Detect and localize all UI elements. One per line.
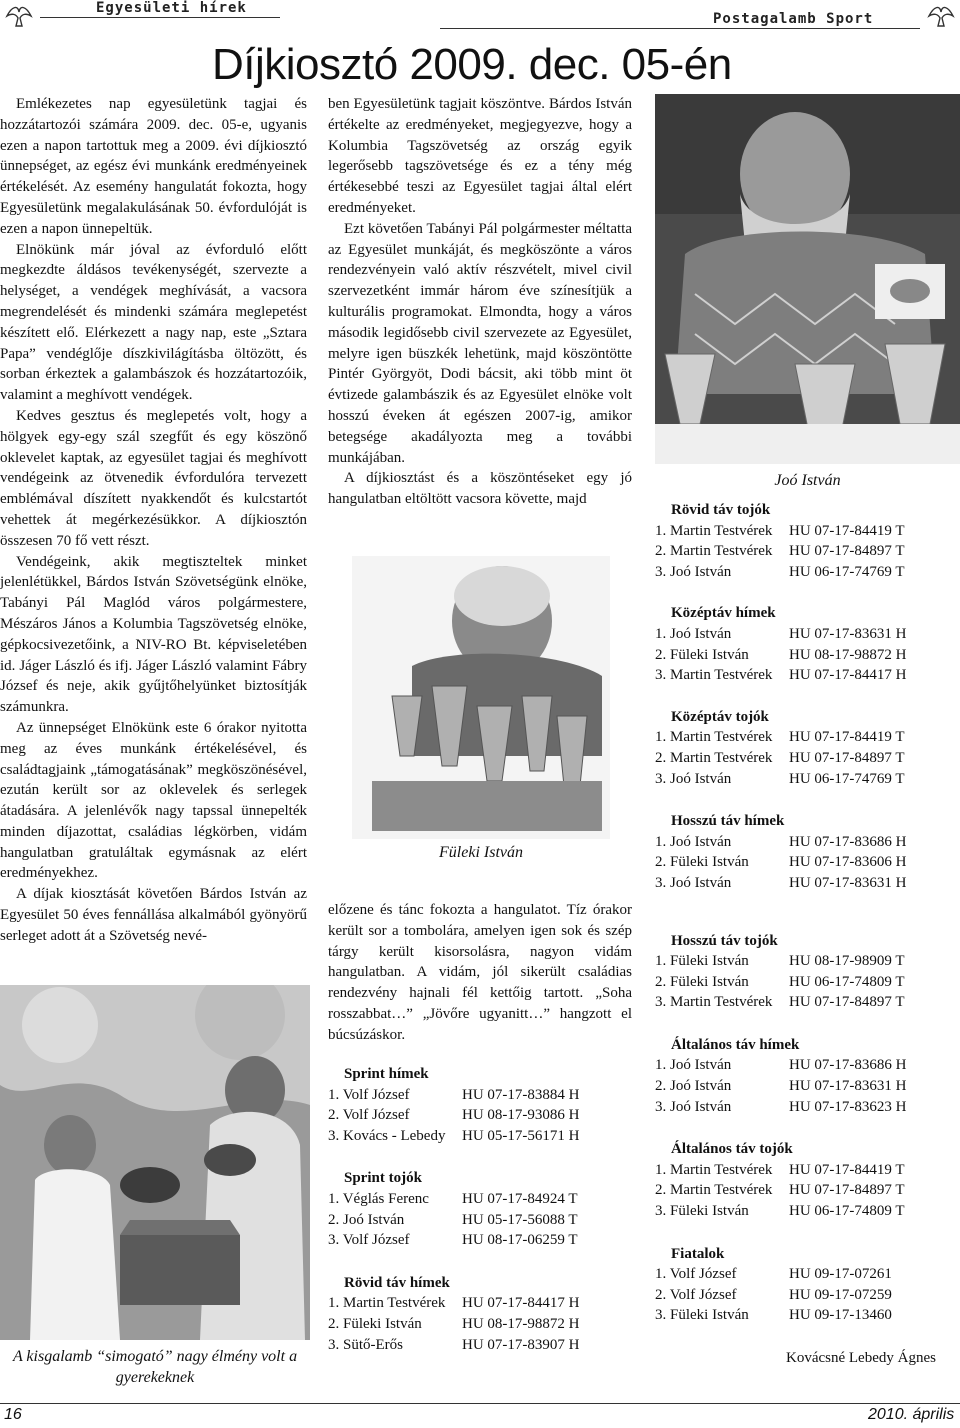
result-category bbox=[655, 931, 955, 1013]
paragraph: Az ünnepséget Elnökünk este 6 órakor nyitotta meg az éves munkánk értékelésével, és családtagjaink „támogatásának” megköszönésével, ezután került sor az oklevelek és serlegek átadására. A jelenlévők nagy tapssal ünnepelték minden díjazottat, családias légkörben, vidám hangulatban gratuláltak egymásnak az elért eredményekhez. bbox=[0, 719, 307, 882]
result-category-title: Fiatalok bbox=[671, 1245, 725, 1262]
result-ring-number: HU 08-17-98872 H bbox=[789, 646, 907, 663]
result-row bbox=[328, 1293, 628, 1314]
result-fancier: 2. Füleki István bbox=[655, 854, 749, 871]
joo-istvan-photo bbox=[655, 94, 960, 464]
result-row bbox=[655, 727, 955, 748]
result-row bbox=[655, 873, 955, 894]
result-row bbox=[655, 1305, 955, 1326]
result-row bbox=[655, 645, 955, 666]
result-fancier: 2. Volf József bbox=[328, 1107, 410, 1124]
result-fancier: 3. Martin Testvérek bbox=[655, 667, 773, 684]
footer-rule bbox=[0, 1403, 960, 1404]
result-category bbox=[655, 1035, 955, 1117]
paragraph: előzene és tánc fokozta a hangulatot. Tíz órakor került sor a tombolára, amelyen igen sok és szép tárgy került kisorsolásra, nagyon vidám hangulatban. A vidám, jól sikerült családias rendezvény hajnali fél kettőig tartott. „Soha rosszabbat…” „Jövőre ugyanitt…” hangzott el búcsúzáskor. bbox=[328, 902, 632, 1043]
result-ring-number: HU 07-17-83686 H bbox=[789, 1057, 907, 1074]
result-category bbox=[328, 1168, 628, 1250]
result-ring-number: HU 07-17-83631 H bbox=[789, 625, 907, 642]
result-fancier: 2. Füleki István bbox=[655, 646, 749, 663]
result-ring-number: HU 07-17-84897 T bbox=[789, 543, 905, 560]
results-right bbox=[655, 500, 955, 1326]
header-rule-right bbox=[440, 28, 920, 29]
article-column-2 bbox=[328, 94, 632, 510]
result-category bbox=[655, 500, 955, 582]
result-ring-number: HU 07-17-83884 H bbox=[462, 1086, 580, 1103]
result-fancier: 2. Volf József bbox=[655, 1286, 737, 1303]
result-category bbox=[328, 1273, 628, 1355]
result-row bbox=[655, 852, 955, 873]
result-fancier: 3. Kovács - Lebedy bbox=[328, 1127, 446, 1144]
paragraph: ben Egyesületünk tagjait köszöntve. Bárdos István értékelte az eredményeket, megjegyezve, hogy a Kolumbia Tagszövetség az ország egyik legerősebb tagszövetsége és ez a tény még értékesebbé teszi az Egyesület tagjai által elért eredményeket. bbox=[328, 96, 632, 216]
result-category-title: Általános táv hímek bbox=[671, 1036, 800, 1053]
result-fancier: 3. Volf József bbox=[328, 1232, 410, 1249]
issue-date: 2010. április bbox=[868, 1406, 955, 1423]
result-ring-number: HU 07-17-84417 H bbox=[462, 1295, 580, 1312]
result-category-title: Középtáv hímek bbox=[671, 605, 776, 622]
result-fancier: 1. Joó István bbox=[655, 625, 732, 642]
result-fancier: 2. Füleki István bbox=[328, 1315, 422, 1332]
result-row bbox=[328, 1189, 628, 1210]
result-fancier: 3. Joó István bbox=[655, 1098, 732, 1115]
result-ring-number: HU 06-17-74769 T bbox=[789, 770, 905, 787]
dove-icon bbox=[4, 2, 34, 28]
result-category-title: Rövid táv hímek bbox=[344, 1274, 450, 1291]
result-ring-number: HU 07-17-84897 T bbox=[789, 1182, 905, 1199]
result-fancier: 1. Füleki István bbox=[655, 953, 749, 970]
result-fancier: 2. Füleki István bbox=[655, 973, 749, 990]
results-mid bbox=[328, 1064, 628, 1355]
result-row bbox=[655, 951, 955, 972]
paragraph: Kedves gesztus és meglepetés volt, hogy a hölgyek egy-egy szál szegfűt és egy köszönő oklevelet kaptak, az egyesület tagjai és meghívott vendégeink az ötvenedik évfordulóra tervezett emblémával díszített nyakkendőt és kulcstartót vehettek át megérkezésükkor. A díjkiosztón összesen 70 fő vett részt. bbox=[0, 407, 307, 549]
result-fancier: 1. Martin Testvérek bbox=[655, 729, 773, 746]
paragraph: Ezt követően Tabányi Pál polgármester méltatta az Egyesület munkáját, és megköszönte a város rendezvényein való aktív részvételt, mivel civil szervezetként immár három éve színesítjük a kulturális programokat. Elmondta, hogy a város második legidősebb civil szervezete az Egyesület, melyre igen büszkék lehetünk, majd köszöntötte Pintér Györgyöt, Dodi bácsit, aki több mint öt évtizede galambászik és az Egyesület elnöke volt hosszú éveken át egészen 2007-ig, amikor betegsége akadályozta meg a további munkájában. bbox=[328, 220, 632, 466]
result-fancier: 2. Joó István bbox=[328, 1211, 405, 1228]
author-signature: Kovácsné Lebedy Ágnes bbox=[786, 1350, 936, 1366]
result-ring-number: HU 07-17-84419 T bbox=[789, 729, 905, 746]
article-title: Díjkiosztó 2009. dec. 05-én bbox=[212, 40, 732, 89]
result-row bbox=[655, 1160, 955, 1181]
kids-photo-caption: A kisgalamb “simogató” nagy élmény volt a gyerekeknek bbox=[12, 1348, 298, 1386]
result-row bbox=[328, 1085, 628, 1106]
result-ring-number: HU 07-17-84419 T bbox=[789, 522, 905, 539]
result-ring-number: HU 05-17-56171 H bbox=[462, 1127, 580, 1144]
result-category bbox=[655, 1139, 955, 1221]
result-category-title: Általános táv tojók bbox=[671, 1141, 793, 1158]
result-ring-number: HU 06-17-74769 T bbox=[789, 563, 905, 580]
result-ring-number: HU 07-17-84924 T bbox=[462, 1190, 578, 1207]
result-ring-number: HU 06-17-74809 T bbox=[789, 1203, 905, 1220]
result-row bbox=[655, 521, 955, 542]
kids-pigeon-photo bbox=[0, 985, 310, 1340]
page-number: 16 bbox=[4, 1406, 22, 1423]
joo-photo-caption: Joó István bbox=[774, 472, 841, 489]
result-fancier: 2. Joó István bbox=[655, 1078, 732, 1095]
result-row bbox=[655, 562, 955, 583]
result-fancier: 1. Martin Testvérek bbox=[328, 1295, 446, 1312]
result-ring-number: HU 06-17-74809 T bbox=[789, 973, 905, 990]
paragraph: Vendégeink, akik megtiszteltek minket jelenlétükkel, Bárdos István Szövetségünk elnöke, Tabányi Pál Maglód város polgármestere, Mészáros János a Kolumbia Tagszövetség elnöke, gépkocsivezetőink, a NIV-RO Bt. képviseletében id. Jáger László és ifj. Jáger László valamint Fábry József és neje, akik gyűjtőhelyünket biztosítják számunkra. bbox=[0, 553, 307, 716]
result-row bbox=[655, 665, 955, 686]
result-category-title: Hosszú táv tojók bbox=[671, 932, 778, 949]
result-category-title: Hosszú táv hímek bbox=[671, 813, 785, 830]
result-ring-number: HU 07-17-84897 T bbox=[789, 749, 905, 766]
result-ring-number: HU 07-17-83907 H bbox=[462, 1336, 580, 1353]
result-row bbox=[655, 1264, 955, 1285]
result-fancier: 1. Volf József bbox=[655, 1266, 737, 1283]
result-fancier: 1. Joó István bbox=[655, 833, 732, 850]
result-category bbox=[655, 603, 955, 685]
result-ring-number: HU 08-17-93086 H bbox=[462, 1107, 580, 1124]
result-row bbox=[328, 1335, 628, 1356]
result-ring-number: HU 07-17-83623 H bbox=[789, 1098, 907, 1115]
result-row bbox=[655, 769, 955, 790]
result-row bbox=[655, 1285, 955, 1306]
result-row bbox=[655, 992, 955, 1013]
result-ring-number: HU 07-17-84417 H bbox=[789, 667, 907, 684]
result-fancier: 3. Joó István bbox=[655, 770, 732, 787]
result-category-title: Középtáv tojók bbox=[671, 708, 769, 725]
result-ring-number: HU 07-17-83631 H bbox=[789, 874, 907, 891]
result-fancier: 1. Volf József bbox=[328, 1086, 410, 1103]
result-row bbox=[328, 1210, 628, 1231]
result-ring-number: HU 09-17-13460 bbox=[789, 1307, 892, 1324]
result-fancier: 3. Joó István bbox=[655, 563, 732, 580]
result-fancier: 2. Martin Testvérek bbox=[655, 1182, 773, 1199]
result-ring-number: HU 09-17-07259 bbox=[789, 1286, 892, 1303]
header-magazine-name: Postagalamb Sport bbox=[713, 11, 874, 27]
result-category-title: Sprint hímek bbox=[344, 1066, 429, 1082]
result-category bbox=[655, 811, 955, 893]
result-category bbox=[655, 707, 955, 789]
result-fancier: 2. Martin Testvérek bbox=[655, 749, 773, 766]
result-category bbox=[655, 1244, 955, 1326]
result-row bbox=[328, 1230, 628, 1251]
result-row bbox=[655, 748, 955, 769]
result-ring-number: HU 07-17-83631 H bbox=[789, 1078, 907, 1095]
result-fancier: 1. Martin Testvérek bbox=[655, 522, 773, 539]
header-section-label: Egyesületi hírek bbox=[96, 0, 247, 16]
result-row bbox=[655, 1180, 955, 1201]
paragraph: Elnökünk már jóval az évforduló előtt megkezdte áldásos tevékenységét, szervezte a helységet, a vendégek meghívását, a vacsora megrendelését és mindenki számára meglepetést készített elő. Elérkezett a nagy nap, este „Sztara Papa” vendéglője díszkivilágításba öltözött, és sorban érkeztek a galambászok és hozzátartozóik, valamint a meghívott vendégek. bbox=[0, 241, 307, 404]
result-ring-number: HU 07-17-84897 T bbox=[789, 994, 905, 1011]
result-category bbox=[328, 1064, 628, 1146]
result-row bbox=[655, 1097, 955, 1118]
article-column-1 bbox=[0, 94, 307, 947]
result-ring-number: HU 07-17-84419 T bbox=[789, 1161, 905, 1178]
result-category-title: Rövid táv tojók bbox=[671, 502, 771, 518]
result-fancier: 1. Joó István bbox=[655, 1057, 732, 1074]
result-row bbox=[655, 541, 955, 562]
result-ring-number: HU 08-17-06259 T bbox=[462, 1232, 578, 1249]
fuleki-photo-caption: Füleki István bbox=[439, 844, 523, 861]
result-row bbox=[655, 972, 955, 993]
paragraph: A díjkiosztást és a köszöntéseket egy jó hangulatban eltöltött vacsora követte, majd bbox=[328, 470, 632, 508]
result-row bbox=[655, 624, 955, 645]
result-fancier: 3. Füleki István bbox=[655, 1307, 749, 1324]
result-row bbox=[655, 1201, 955, 1222]
result-row bbox=[655, 1055, 955, 1076]
result-row bbox=[328, 1126, 628, 1147]
result-row bbox=[655, 832, 955, 853]
fuleki-istvan-photo bbox=[352, 556, 610, 839]
result-ring-number: HU 07-17-83606 H bbox=[789, 854, 907, 871]
result-fancier: 3. Martin Testvérek bbox=[655, 994, 773, 1011]
result-ring-number: HU 07-17-83686 H bbox=[789, 833, 907, 850]
result-fancier: 1. Véglás Ferenc bbox=[328, 1190, 429, 1207]
result-row bbox=[655, 1076, 955, 1097]
result-ring-number: HU 09-17-07261 bbox=[789, 1266, 892, 1283]
header-rule-left bbox=[40, 17, 280, 18]
result-row bbox=[328, 1314, 628, 1335]
result-row bbox=[328, 1105, 628, 1126]
result-category-title: Sprint tojók bbox=[344, 1170, 422, 1187]
result-fancier: 1. Martin Testvérek bbox=[655, 1161, 773, 1178]
paragraph: Emlékezetes nap egyesületünk tagjai és hozzátartozói számára 2009. dec. 05-e, ugyanis ezen a napon tartottuk meg a 2009. évi díjkiosztó ünnepséget, az egész évi munkánk eredményeinek értékelését. Az esemény hangulatát fokozta, hogy Egyesületünk megalakulásának 50. évfordulóját is ezen a napon ünnepeltük. bbox=[0, 96, 307, 237]
dove-icon bbox=[926, 2, 956, 28]
result-ring-number: HU 08-17-98909 T bbox=[789, 953, 905, 970]
result-ring-number: HU 08-17-98872 H bbox=[462, 1315, 580, 1332]
result-fancier: 3. Füleki István bbox=[655, 1203, 749, 1220]
paragraph: A díjak kiosztását követően Bárdos István az Egyesület 50 éves fennállása alkalmából gyönyörű serleget adott át a Szövetség nevé- bbox=[0, 886, 307, 944]
article-column-2-lower bbox=[328, 900, 632, 1046]
result-fancier: 3. Joó István bbox=[655, 874, 732, 891]
result-fancier: 3. Sütő-Erős bbox=[328, 1336, 403, 1353]
result-ring-number: HU 05-17-56088 T bbox=[462, 1211, 578, 1228]
result-fancier: 2. Martin Testvérek bbox=[655, 543, 773, 560]
